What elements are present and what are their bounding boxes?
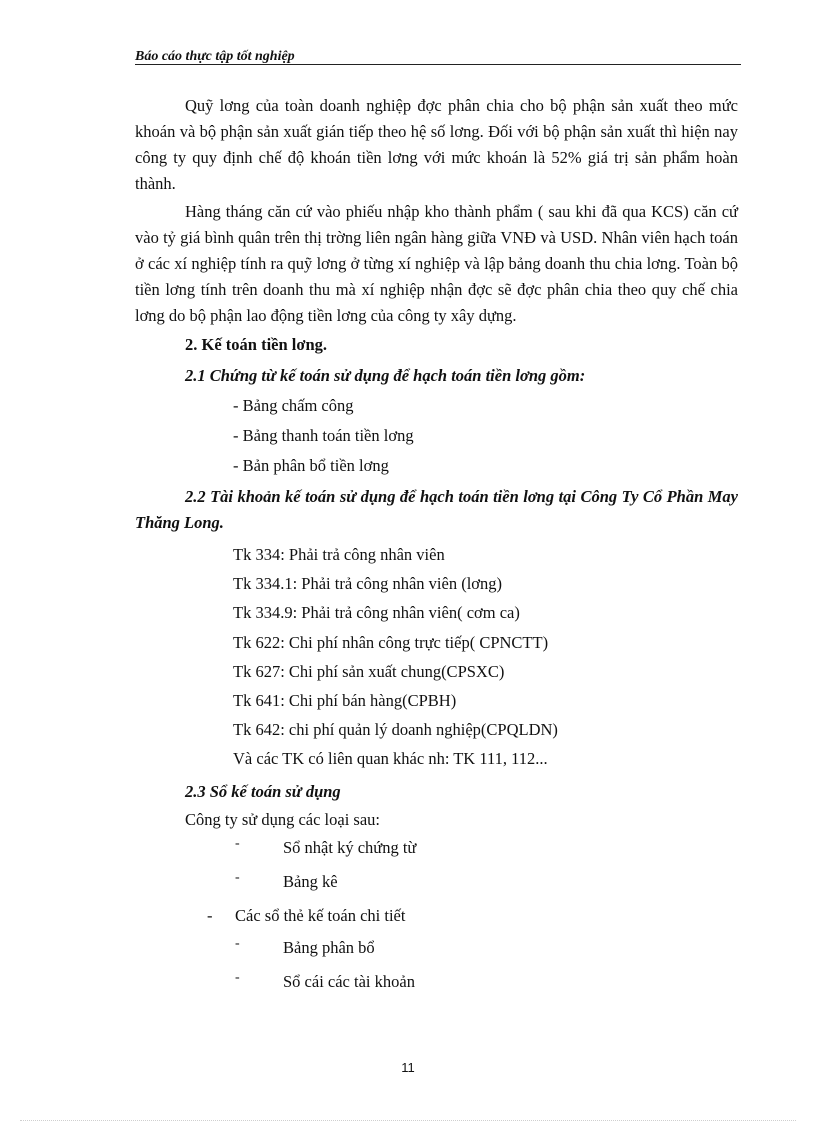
paragraph-salary-fund: Quỹ lơng của toàn doanh nghiệp đợc phân chia cho bộ phận sản xuất theo mức khoán và bộ phận sản xuất gián tiếp theo hệ số lơng. Đối với bộ phận sản xuất thì hiện nay công ty quy định chế độ khoán tiền lơng với mức khoán là 52% giá trị sản phẩm hoàn thành. — [135, 96, 738, 193]
account-item: Và các TK có liên quan khác nh: TK 111, 112... — [233, 749, 548, 769]
list-item: - Bản phân bổ tiền lơng — [233, 456, 389, 475]
list-item — [135, 968, 738, 1002]
list-item — [135, 834, 738, 868]
dash-mark: - — [207, 905, 213, 925]
subsection-heading-documents: 2.1 Chứng từ kế toán sử dụng để hạch toán tiền lơng gồm: — [185, 366, 586, 385]
header-divider — [135, 64, 741, 65]
ledgers-intro: Công ty sử dụng các loại sau: — [185, 809, 380, 829]
bullet-mark: - — [235, 869, 240, 885]
account-list — [135, 540, 738, 774]
list-item — [135, 868, 738, 902]
account-item: Tk 334.1: Phải trả công nhân viên (lơng) — [233, 574, 503, 594]
list-item-label: Các sổ thẻ kế toán chi tiết — [235, 905, 406, 925]
paragraph-monthly-procedure: Hàng tháng căn cứ vào phiếu nhập kho thành phẩm ( sau khi đã qua KCS) căn cứ vào tỷ giá bình quân trên thị trờng liên ngân hàng giữa VNĐ và USD. Nhân viên hạch toán ở các xí nghiệp tính ra quỹ lơng ở từng xí nghiệp và lập bảng doanh thu chia lơng. Toàn bộ tiền lơng tính trên doanh thu mà xí nghiệp nhận đợc sẽ đợc phân chia theo quy chế chia lơng do bộ phận lao động tiền lơng của công ty xây dựng. — [135, 202, 738, 325]
account-item: Tk 627: Chi phí sản xuất chung(CPSXC) — [233, 661, 505, 681]
account-item: Tk 334.9: Phải trả công nhân viên( cơm ca) — [233, 603, 520, 623]
list-item-label: Bảng kê — [283, 871, 338, 891]
document-body — [135, 93, 738, 1002]
list-item-label: Sổ cái các tài khoản — [283, 971, 415, 991]
account-item: Tk 622: Chi phí nhân công trực tiếp( CPNCTT) — [233, 632, 549, 652]
bullet-mark: - — [235, 935, 240, 951]
list-item-label: Sổ nhật ký chứng từ — [283, 837, 417, 857]
subsection-heading-accounts: 2.2 Tài khoản kế toán sử dụng để hạch toán tiền lơng tại Công Ty Cổ Phần May Thăng Long. — [135, 487, 738, 532]
bullet-mark: - — [235, 835, 240, 851]
list-item — [135, 934, 738, 968]
section-heading-salary-accounting: 2. Kế toán tiền lơng. — [185, 335, 328, 354]
page-number: 11 — [401, 1060, 415, 1075]
list-item: - Bảng chấm công — [233, 396, 354, 415]
bullet-mark: - — [235, 969, 240, 985]
account-item: Tk 642: chi phí quản lý doanh nghiệp(CPQLDN) — [233, 720, 558, 740]
subsection-heading-ledgers: 2.3 Sổ kế toán sử dụng — [185, 781, 341, 801]
account-item: Tk 641: Chi phí bán hàng(CPBH) — [233, 691, 457, 711]
list-item: - Bảng thanh toán tiền lơng — [233, 426, 414, 445]
page-bottom-border — [20, 1120, 796, 1121]
account-item: Tk 334: Phải trả công nhân viên — [233, 545, 445, 564]
list-item — [135, 902, 738, 934]
page-header-title: Báo cáo thực tập tốt nghiệp — [135, 49, 295, 64]
list-item-label: Bảng phân bổ — [283, 937, 375, 957]
